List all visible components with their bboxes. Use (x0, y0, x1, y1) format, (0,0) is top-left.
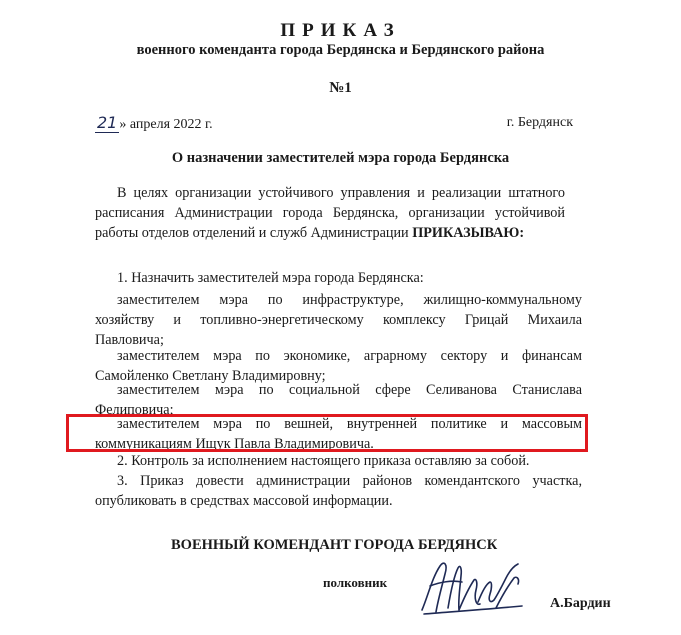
order-date (95, 113, 213, 133)
order-title: ПРИКАЗ (280, 20, 401, 41)
order-heading: О назначении заместителей мэра города Бердянска (171, 150, 510, 166)
appointment-infrastructure (95, 290, 582, 350)
appointment-line: заместителем мэра по инфраструктуре, жилищно-коммунальному (117, 292, 582, 308)
order-keyword: ПРИКАЗЫВАЮ: (412, 225, 525, 241)
order-number: №1 (329, 80, 352, 96)
appointment-line: коммуникациям Ищук Павла Владимировича. (95, 436, 374, 452)
item-2 (95, 451, 582, 471)
appointment-line: заместителем мэра по социальной сфере Селиванова Станислава (117, 382, 582, 398)
red-highlight-box (66, 414, 588, 452)
appointment-line: Самойленко Светлану Владимировну; (95, 368, 326, 384)
item-3 (95, 471, 582, 511)
appointment-line: хозяйству и топливно-энергетическому комплексу Грицай Михаила (95, 312, 582, 328)
item-1-title (95, 268, 582, 288)
date-month-year: » апреля 2022 г. (119, 117, 213, 132)
item-3-line: 3. Приказ довести администрации районов комендантского участка, (117, 473, 582, 489)
item-3-line: опубликовать в средствах массовой информации. (95, 493, 393, 509)
preamble-last-line (95, 223, 565, 243)
preamble-line: В целях организации устойчивого управления и реализации штатного (117, 185, 565, 201)
order-city: г. Бердянск (506, 115, 573, 130)
preamble-line: расписания Администрации города Бердянска, организации устойчивой (95, 205, 565, 221)
date-day-handwritten: 21 (97, 113, 118, 132)
appointment-line: Фелиповича; (95, 402, 174, 418)
preamble-text: работы отделов отделений и служб Администрации (95, 225, 413, 241)
signatory-name: А.Бардин (550, 596, 611, 611)
handwritten-signature (418, 556, 528, 618)
appointment-line: Павловича; (95, 332, 164, 348)
item-1-text: 1. Назначить заместителей мэра города Бердянска: (117, 270, 424, 286)
preamble-paragraph (95, 183, 565, 243)
order-subtitle: военного коменданта города Бердянска и Бердянского района (136, 42, 545, 58)
item-2-text: 2. Контроль за исполнением настоящего приказа оставляю за собой. (117, 453, 530, 469)
appointment-line: заместителем мэра по экономике, аграрному сектору и финансам (117, 348, 582, 364)
appointment-line: заместителем мэра по вешней, внутренней политике и массовым (117, 416, 582, 432)
rank-label: полковник (323, 575, 388, 590)
commander-title: ВОЕННЫЙ КОМЕНДАНТ ГОРОДА БЕРДЯНСК (171, 537, 498, 553)
